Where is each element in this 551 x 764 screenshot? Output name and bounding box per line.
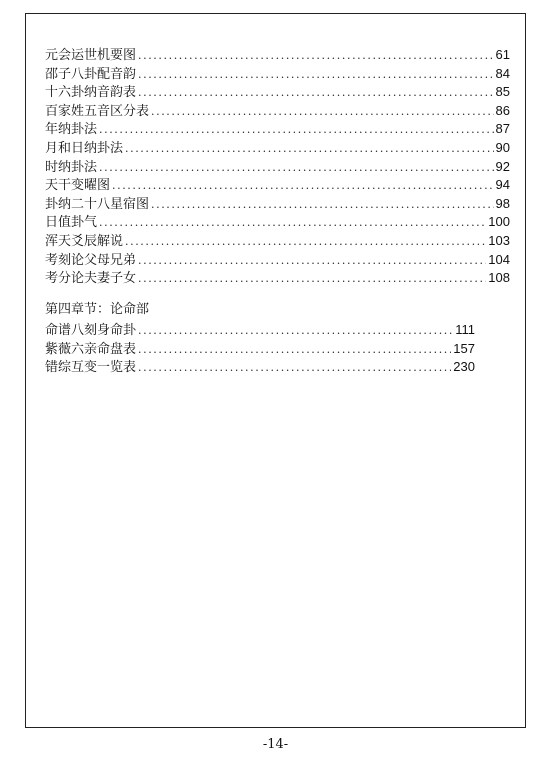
toc-leader-dots <box>112 177 494 196</box>
toc-entry-title: 十六卦纳音韵表 <box>45 85 137 101</box>
section-heading: 第四章节：论命部 <box>45 302 150 317</box>
toc-entry-title: 邵子八卦配音韵 <box>45 66 137 82</box>
toc-entry-title: 错综互变一览表 <box>45 360 137 376</box>
toc-entry <box>45 321 475 340</box>
toc-entry-title: 命谱八刻身命卦 <box>45 323 137 338</box>
toc-entry-page: 98 <box>495 195 510 211</box>
toc-entry-page: 94 <box>495 177 510 193</box>
toc-entry <box>45 269 510 288</box>
toc-entry <box>45 176 510 195</box>
toc-entry <box>45 251 510 270</box>
toc-leader-dots <box>151 196 494 215</box>
page-number: -14- <box>262 737 289 752</box>
toc-entry-title: 月和日纳卦法 <box>45 140 124 156</box>
toc-entry-page: 103 <box>488 232 510 248</box>
toc-entry <box>45 120 510 139</box>
toc-entry <box>45 213 510 232</box>
toc-leader-dots <box>138 341 451 360</box>
toc-leader-dots <box>138 322 453 341</box>
toc-entry-title: 时纳卦法 <box>45 159 98 175</box>
toc-leader-dots <box>138 84 494 103</box>
toc-entry <box>45 46 510 65</box>
toc-leader-dots <box>151 103 494 122</box>
toc-entry-title: 百家姓五音区分表 <box>45 103 150 119</box>
toc-entry-page: 84 <box>495 65 510 81</box>
toc-leader-dots <box>138 252 486 271</box>
toc-entry <box>45 158 510 177</box>
toc-entry-page: 111 <box>455 322 475 337</box>
toc-entry-page: 157 <box>453 340 475 356</box>
toc-leader-dots <box>125 233 486 252</box>
toc-entry-page: 230 <box>453 359 475 375</box>
toc-entry-page: 92 <box>495 158 510 174</box>
toc-entry <box>45 102 510 121</box>
toc-entry-title: 考分论夫妻子女 <box>45 271 137 287</box>
toc-leader-dots <box>138 66 494 85</box>
toc-entry-title: 卦纳二十八星宿图 <box>45 196 150 212</box>
toc-leader-dots <box>138 270 486 289</box>
toc-leader-dots <box>99 214 486 233</box>
toc-entry-page: 100 <box>488 214 510 230</box>
toc-entry-title: 元会运世机要图 <box>45 48 137 63</box>
toc-entry-page: 104 <box>488 251 510 267</box>
toc-leader-dots <box>125 140 494 159</box>
toc-entry <box>45 358 475 377</box>
toc-entry <box>45 65 510 84</box>
toc-entry <box>45 83 510 102</box>
toc-list-part1 <box>45 46 510 288</box>
toc-entry <box>45 232 510 251</box>
toc-entry-title: 天干变曜图 <box>45 178 111 194</box>
toc-entry-page: 85 <box>495 84 510 100</box>
toc-leader-dots <box>99 159 494 178</box>
toc-leader-dots <box>138 47 494 66</box>
toc-entry-page: 86 <box>495 102 510 118</box>
toc-entry-page: 87 <box>495 121 510 137</box>
toc-entry-title: 紫薇六亲命盘表 <box>45 341 137 357</box>
toc-entry <box>45 139 510 158</box>
toc-leader-dots <box>99 121 494 140</box>
toc-entry-title: 日值卦气 <box>45 215 98 231</box>
toc-entry <box>45 195 510 214</box>
toc-entry-page: 108 <box>488 270 510 286</box>
toc-entry-page: 90 <box>495 139 510 155</box>
toc-entry-title: 考刻论父母兄弟 <box>45 252 137 268</box>
toc-entry-title: 浑天爻辰解说 <box>45 233 124 249</box>
toc-list-part2 <box>45 300 510 377</box>
toc-entry-title: 年纳卦法 <box>45 122 98 138</box>
toc-entry <box>45 340 475 359</box>
toc-leader-dots <box>138 359 451 378</box>
toc-entry-page: 61 <box>495 47 510 62</box>
